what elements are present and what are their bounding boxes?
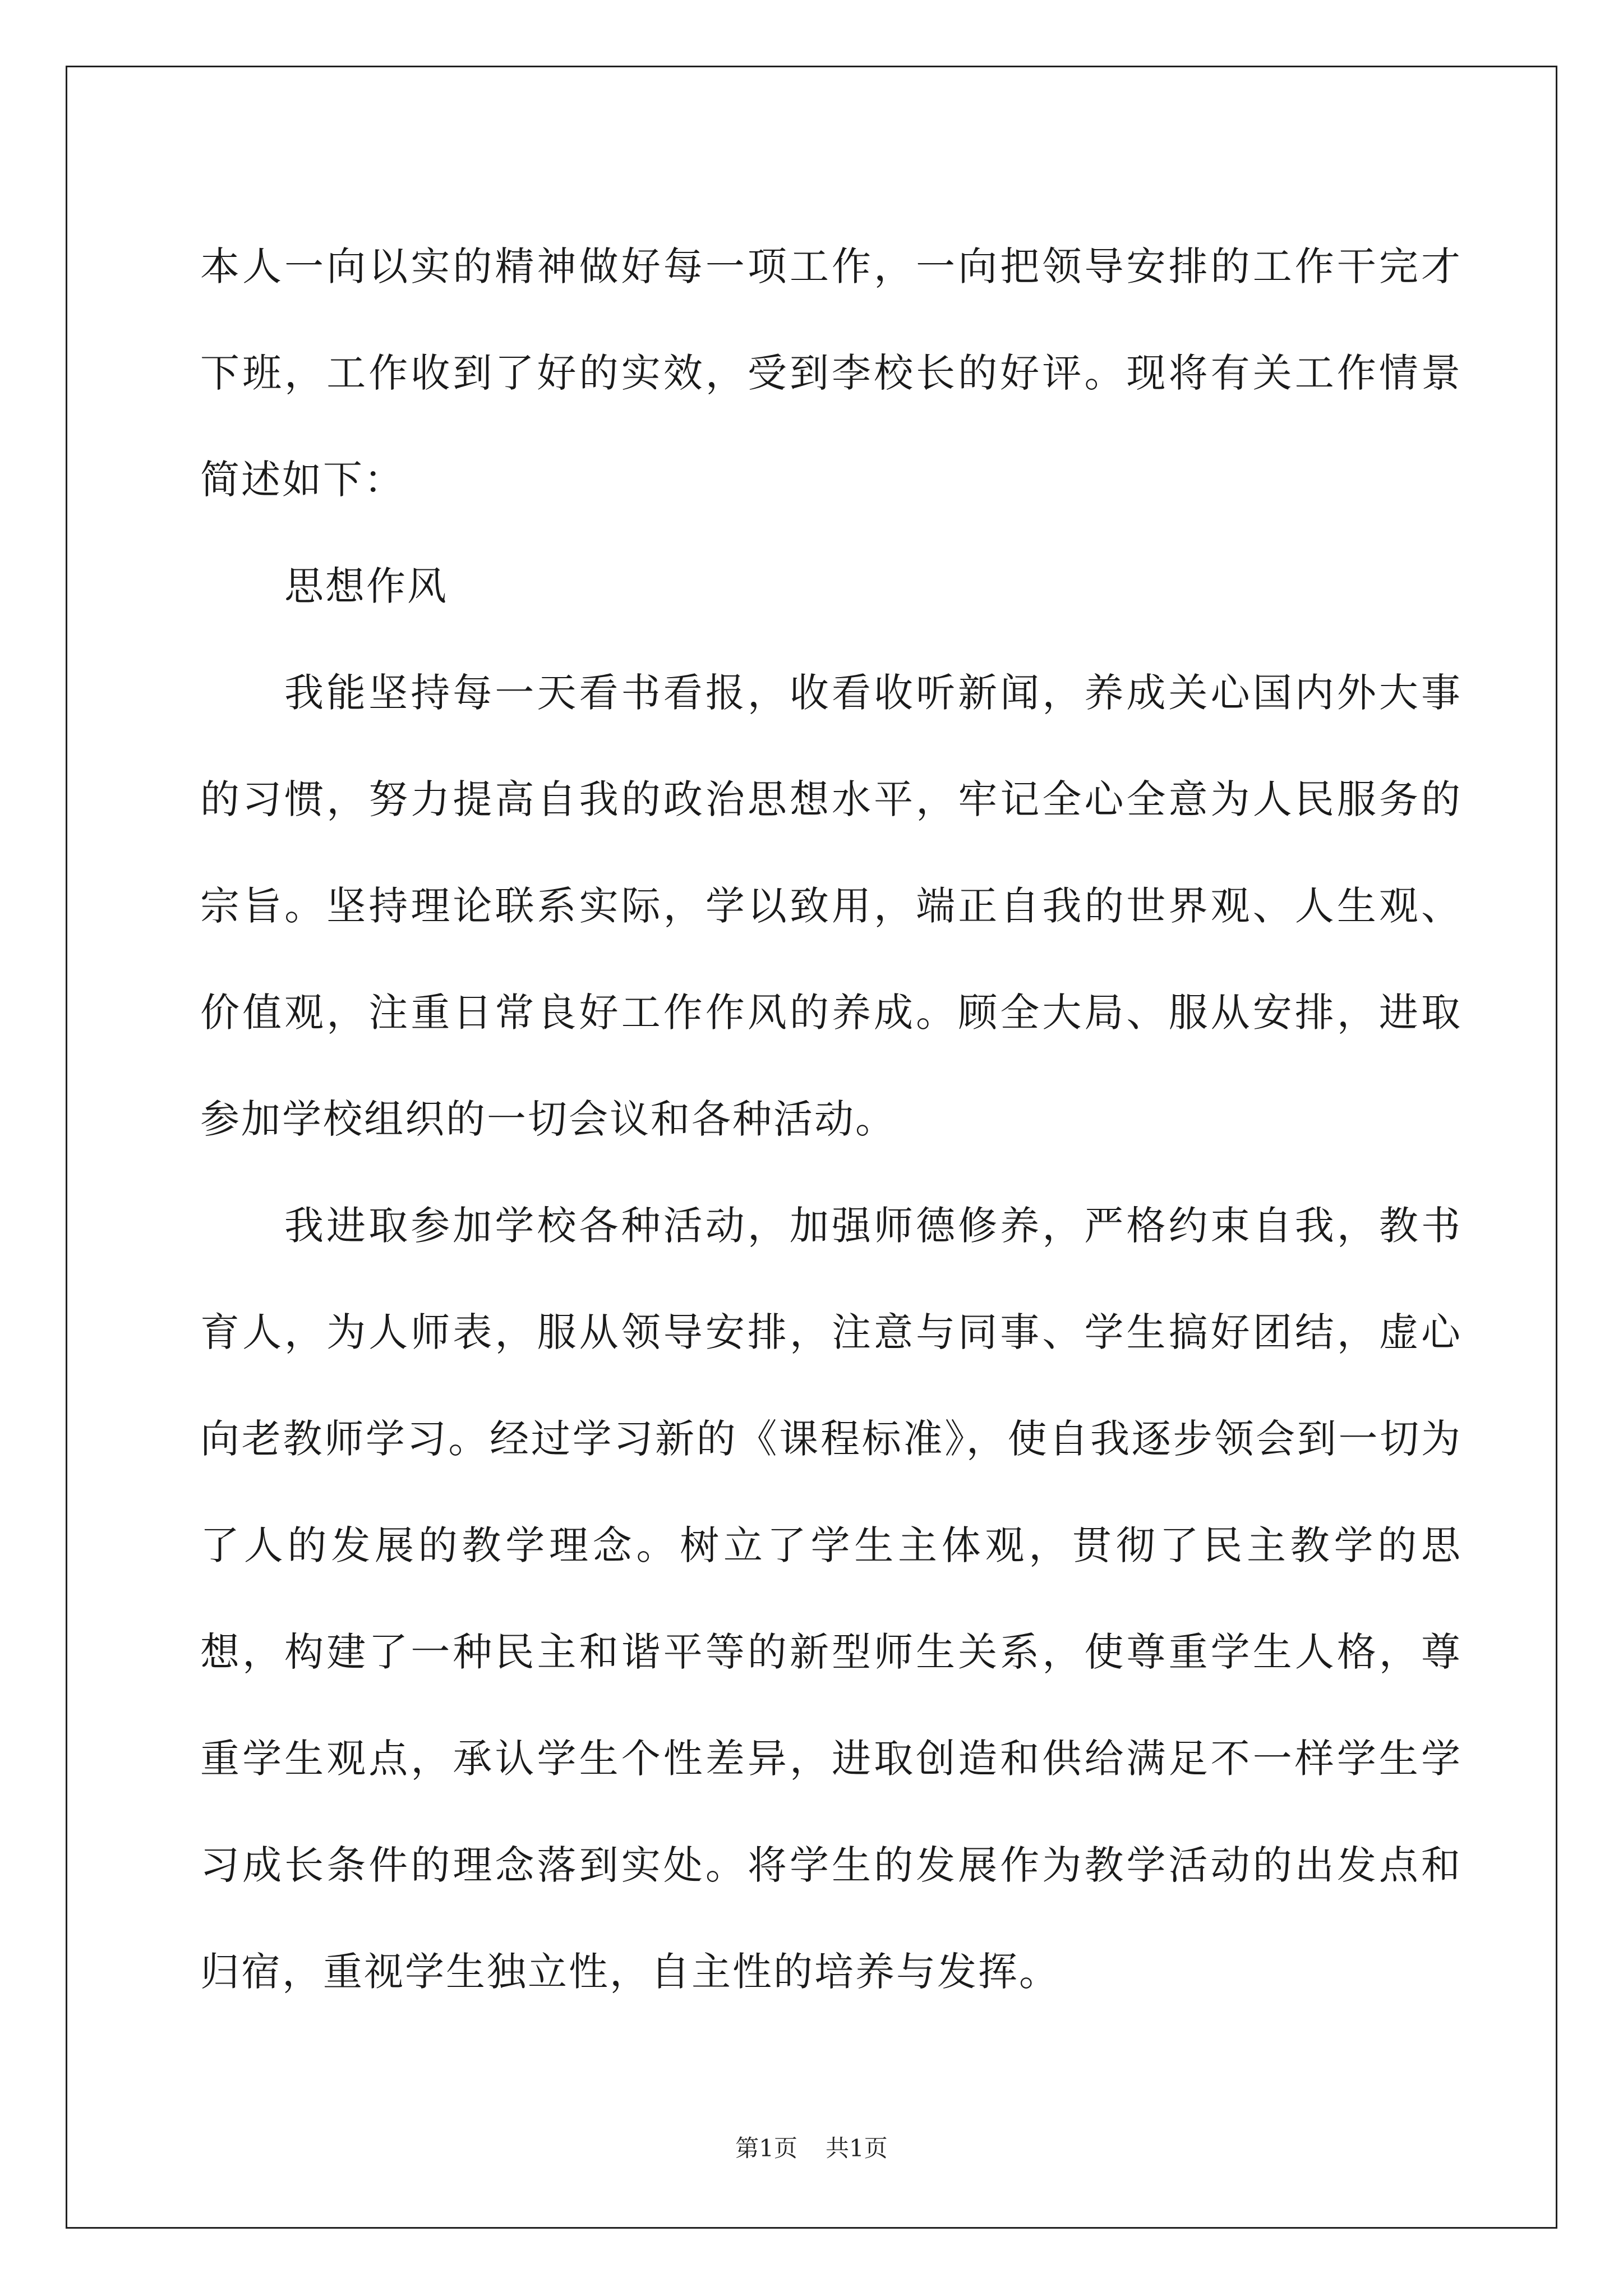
page-footer bbox=[0, 2132, 1623, 2165]
page-total: 共1页 bbox=[826, 2134, 888, 2162]
page-number: 第1页 bbox=[735, 2134, 797, 2162]
paragraph-thought-style: 我能坚持每一天看书看报，收看收听新闻，养成关心国内外大事的习惯，努力提高自我的政治思想水平，牢记全心全意为人民服务的宗旨。坚持理论联系实际，学以致用，端正自我的世界观、人生观、价值观，注重日常良好工作作风的养成。顾全大局、服从安排，进取参加学校组织的一切会议和各种活动。 bbox=[200, 670, 1462, 1142]
document-body bbox=[200, 213, 1462, 2025]
paragraph-intro: 本人一向以实的精神做好每一项工作，一向把领导安排的工作干完才下班，工作收到了好的实效，受到李校长的好评。现将有关工作情景简述如下： bbox=[200, 243, 1462, 503]
paragraph-teaching: 我进取参加学校各种活动，加强师德修养，严格约束自我，教书育人，为人师表，服从领导安排，注意与同事、学生搞好团结，虚心向老教师学习。经过学习新的《课程标准》，使自我逐步领会到一切为了人的发展的教学理念。树立了学生主体观，贯彻了民主教学的思想，构建了一种民主和谐平等的新型师生关系，使尊重学生人格，尊重学生观点，承认学生个性差异，进取创造和供给满足不一样学生学习成长条件的理念落到实处。将学生的发展作为教学活动的出发点和归宿，重视学生独立性，自主性的培养与发挥。 bbox=[200, 1203, 1462, 1995]
section-heading-thought-style: 思想作风 bbox=[284, 563, 448, 609]
